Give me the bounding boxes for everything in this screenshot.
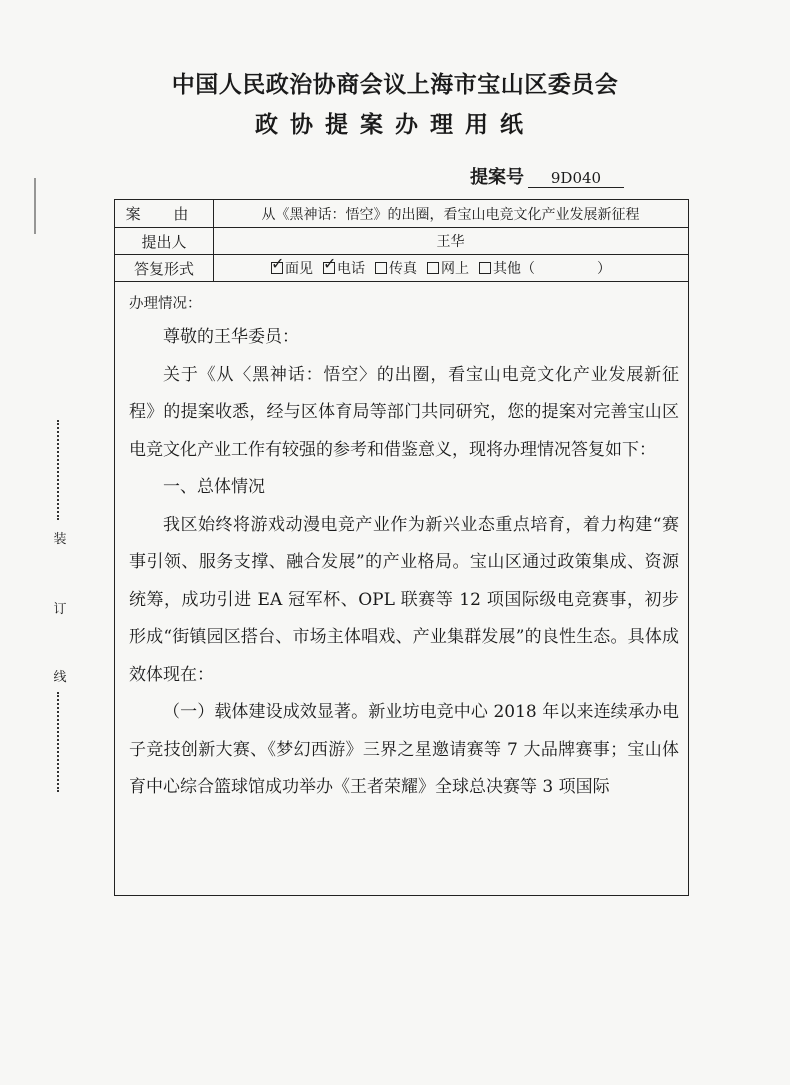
- reply-option-fax[interactable]: 传真: [375, 258, 417, 278]
- scan-mark: [34, 178, 36, 234]
- proposer-value: 王华: [436, 234, 465, 250]
- checkbox-icon[interactable]: [427, 262, 439, 274]
- checkbox-icon[interactable]: [271, 262, 283, 274]
- subject-label: 案 由: [115, 200, 214, 227]
- binding-dots: [57, 692, 59, 792]
- org-title: 中国人民政治协商会议上海市宝山区委员会: [171, 72, 619, 98]
- binding-line: [50, 420, 70, 800]
- subsection-paragraph: （一）载体建设成效显著。新业坊电竞中心 2018 年以来连续承办电子竞技创新大赛、《梦幻西游》三界之星邀请赛等 7 大品牌赛事；宝山体育中心综合篮球馆成功举办《王者荣耀》全球总决赛等 3 项国际: [129, 702, 679, 797]
- salutation: 尊敬的王华委员：: [163, 327, 299, 347]
- section-paragraph: 我区始终将游戏动漫电竞产业作为新兴业态重点培育，着力构建“赛事引领、服务支撑、融合发展”的产业格局。宝山区通过政策集成、资源统筹，成功引进 EA 冠军杯、OPL 联赛等 12 项国际级电竞赛事，初步形成“街镇园区搭台、市场主体唱戏、产业集群发展”的良性生态。具体成效体现在：: [129, 514, 679, 685]
- proposal-number-value: 9D040: [528, 169, 624, 188]
- proposal-number-label: 提案号: [470, 167, 524, 188]
- binding-char-xian: 线: [53, 670, 67, 685]
- handling-status-label: 办理情况：: [129, 296, 202, 312]
- reply-options: [213, 255, 688, 281]
- binding-dots: [57, 420, 59, 520]
- handling-content: [115, 282, 688, 895]
- subject-value: 从《黑神话：悟空》的出圈，看宝山电竞文化产业发展新征程: [261, 206, 640, 223]
- proposer-row: [115, 228, 688, 255]
- proposer-label: 提出人: [115, 228, 214, 254]
- reply-option-online[interactable]: 网上: [427, 258, 469, 278]
- binding-char-ding: 订: [53, 602, 67, 617]
- reply-option-other[interactable]: 其他（ ）: [479, 258, 611, 278]
- intro-paragraph: 关于《从〈黑神话：悟空〉的出圈，看宝山电竞文化产业发展新征程》的提案收悉，经与区体育局等部门共同研究，您的提案对完善宝山区电竞文化产业工作有较强的参考和借鉴意义，现将办理情况答复如下：: [129, 364, 679, 460]
- reply-form-row: [115, 255, 688, 282]
- reply-form-label: 答复形式: [115, 255, 214, 281]
- section-heading: 一、总体情况: [163, 477, 265, 497]
- subject-row: [115, 200, 688, 228]
- checkbox-icon[interactable]: [323, 262, 335, 274]
- proposal-number: [470, 163, 624, 189]
- binding-char-zhuang: 装: [53, 532, 67, 547]
- reply-option-meeting[interactable]: ✓ 面见: [271, 258, 313, 278]
- checkbox-icon[interactable]: [375, 262, 387, 274]
- proposal-form: [114, 199, 689, 896]
- document-title: 政协提案办理用纸: [255, 112, 535, 138]
- reply-option-phone[interactable]: ✓ 电话: [323, 258, 365, 278]
- checkbox-icon[interactable]: [479, 262, 491, 274]
